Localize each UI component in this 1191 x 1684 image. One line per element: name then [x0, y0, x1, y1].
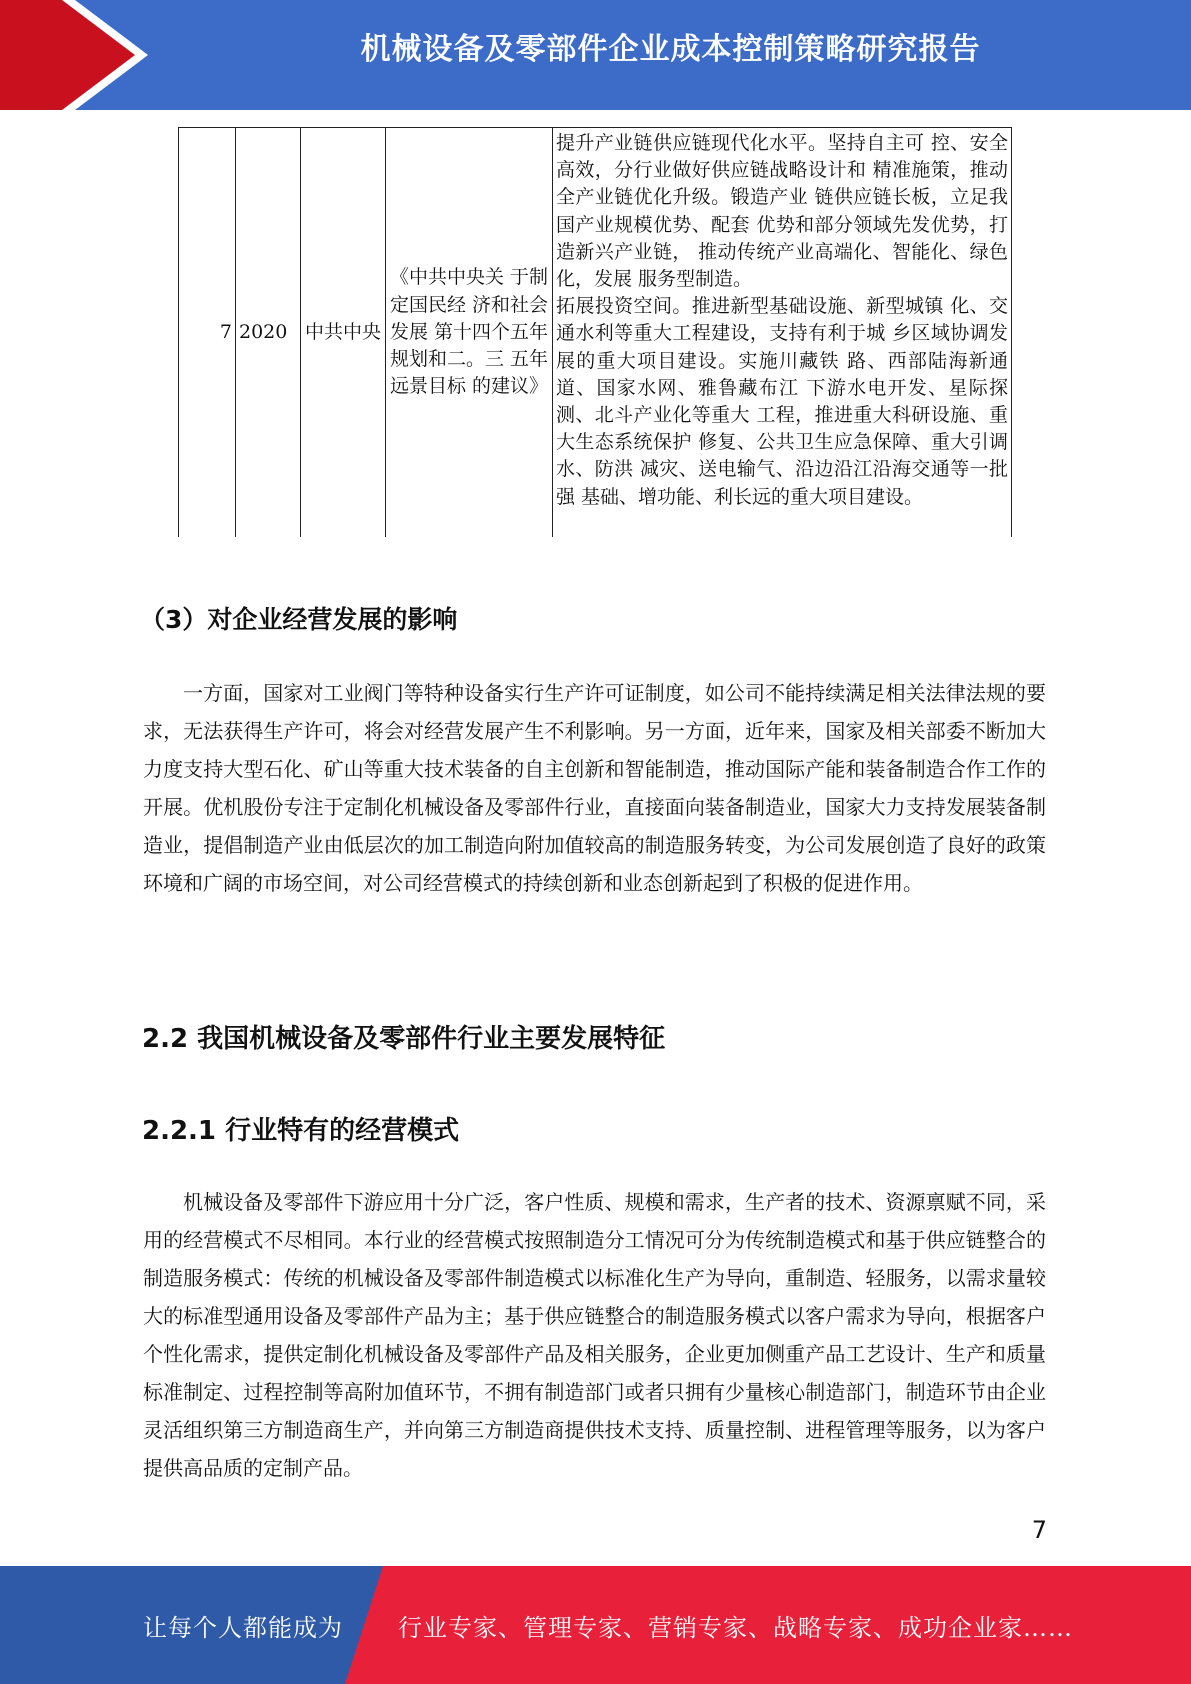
- business-model-paragraph: 机械设备及零部件下游应用十分广泛，客户性质、规模和需求，生产者的技术、资源禀赋不同，采用的经营模式不尽相同。本行业的经营模式按照制造分工情况可分为传统制造模式和基于供应链整合的制造服务模式：传统的机械设备及零部件制造模式以标准化生产为导向，重制造、轻服务，以需求量较大的标准型通用设备及零部件产品为主；基于供应链整合的制造服务模式以客户需求为导向，根据客户个性化需求，提供定制化机械设备及零部件产品及相关服务，企业更加侧重产品工艺设计、生产和质量标准制定、过程控制等高附加值环节，不拥有制造部门或者只拥有少量核心制造部门，制造环节由企业灵活组织第三方制造商生产，并向第三方制造商提供技术支持、质量控制、进程管理等服务，以为客户提供高品质的定制产品。: [143, 1190, 1046, 1480]
- content-paragraph-2: 拓展投资空间。推进新型基础设施、新型城镇 化、交通水利等重大工程建设，支持有利于城 乡区域协调发展的重大项目建设。实施川藏铁 路、西部陆海新通道、国家水网、雅鲁藏布江 下游水电开发、星际探测、北斗产业化等重大 工程，推进重大科研设施、重大生态系统保护 修复、公共卫生应急保障、重大引调水、防洪 减灾、送电输气、沿边沿江沿海交通等一批强 基础、增功能、利长远的重大项目建设。: [556, 295, 1008, 508]
- footer-slogan-left: 让每个人都能成为: [143, 1614, 343, 1642]
- page-number: 7: [1031, 1516, 1047, 1544]
- document-title: 《中共中央关 于制定国民经 济和社会发展 第十四个五年 规划和二。三 五年远景目标 的建议》: [389, 266, 549, 398]
- row-content: [553, 128, 1012, 537]
- page-footer: [0, 1566, 1191, 1684]
- table-row: [179, 128, 1012, 537]
- section-heading-2-2: 2.2 我国机械设备及零部件行业主要发展特征: [142, 1024, 666, 1054]
- org-text: 中共中央: [304, 320, 381, 343]
- footer-slogan-right: 行业专家、管理专家、营销专家、战略专家、成功企业家……: [398, 1614, 1073, 1642]
- policy-table: [178, 127, 1012, 537]
- row-number: 7: [179, 128, 236, 537]
- content-paragraph-1: 提升产业链供应链现代化水平。坚持自主可 控、安全高效，分行业做好供应链战略设计和 精准施策，推动全产业链优化升级。锻造产业 链供应链长板，立足我国产业规模优势、配套 优势和部分领域先发优势，打造新兴产业链， 推动传统产业高端化、智能化、绿色化，发展 服务型制造。: [556, 132, 1008, 291]
- row-document: [386, 128, 553, 537]
- page-header: [0, 0, 1191, 110]
- report-title: 机械设备及零部件企业成本控制策略研究报告: [360, 32, 981, 67]
- section-heading-2-2-1: 2.2.1 行业特有的经营模式: [142, 1116, 460, 1146]
- header-chevron-icon: [0, 0, 160, 110]
- row-organization: [301, 128, 386, 537]
- section-heading-impact: （3）对企业经营发展的影响: [140, 605, 458, 634]
- impact-paragraph: 一方面，国家对工业阀门等特种设备实行生产许可证制度，如公司不能持续满足相关法律法规的要求，无法获得生产许可，将会对经营发展产生不利影响。另一方面，近年来，国家及相关部委不断加大力度支持大型石化、矿山等重大技术装备的自主创新和智能制造，推动国际产能和装备制造合作工作的开展。优机股份专注于定制化机械设备及零部件行业，直接面向装备制造业，国家大力支持发展装备制造业，提倡制造产业由低层次的加工制造向附加值较高的制造服务转变，为公司发展创造了良好的政策环境和广阔的市场空间，对公司经营模式的持续创新和业态创新起到了积极的促进作用。: [143, 681, 1046, 895]
- row-year: 2020: [236, 128, 301, 537]
